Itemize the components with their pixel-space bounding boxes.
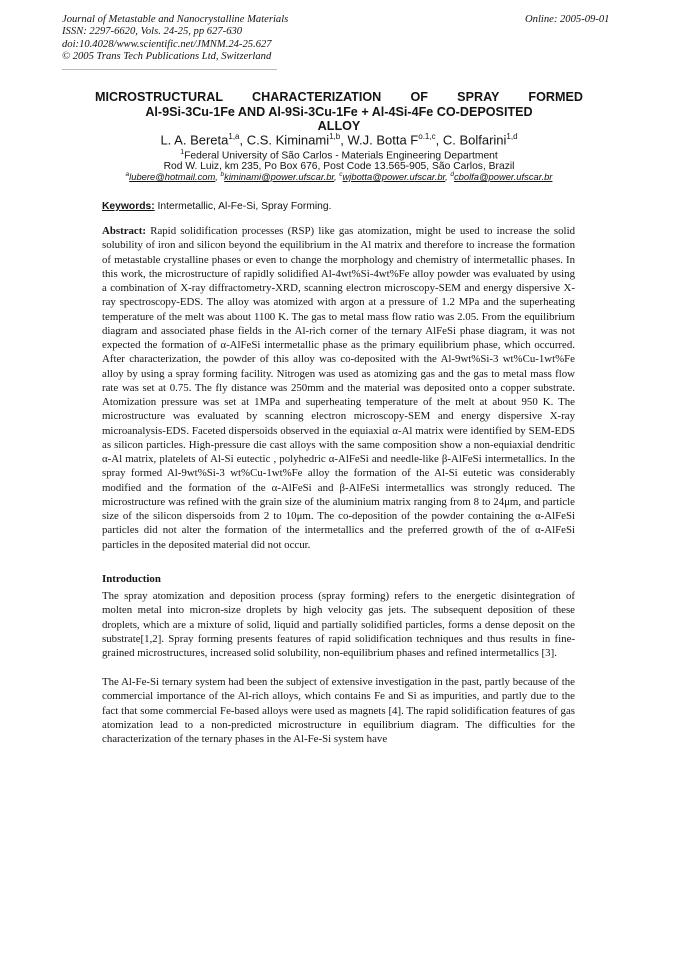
keywords — [102, 201, 331, 212]
email-superscript: c — [339, 171, 343, 178]
author-superscript: 1,d — [506, 132, 518, 141]
email-superscript: a — [125, 171, 130, 178]
email-link[interactable]: cbolfa@power.ufscar.br — [453, 171, 553, 183]
author-superscript: 1,a — [228, 132, 240, 141]
author-ordinal: o — [418, 132, 423, 141]
email-list: $^a$lubere@hotmail.com, $^b$kiminami@power.ufscar.br, $^c$wjbotta@power.ufscar.br, $^d$cbolfa@power.ufscar.br — [125, 171, 553, 183]
introduction-heading: Introduction — [102, 573, 161, 585]
affiliation-address: Rod W. Luiz, km 235, Po Box 676, Post Code 13.565-905, São Carlos, Brazil — [163, 161, 515, 172]
paper-title — [95, 90, 583, 134]
email-link[interactable]: wjbotta@power.ufscar.br — [342, 171, 446, 183]
abstract-text: Rapid solidification processes (RSP) like gas atomization, might be used to increase the solid solubility of iron and silicon beyond the equilibrium in the Al matrix and therefore to increase the formation of metastable crystalline phases or even to change the morphology and chemistry of intermetallic phases. In this work, the microstructure of rapidly solidified Al-4wt%Si-4wt%Fe alloy powder was evaluated by using a combination of X-ray diffractometry-XRD, scanning electron microscopy-SEM and energy dispersive X-ray spectroscopy-EDS. The alloy was atomized with argon at a pressure of 1.2 MPa and the superheating temperature of the melt was about 1100 K. The gas to metal mass flow ratio was 2.05. From the equilibrium diagram and associated phase fields in the Al-rich corner of the ternary AlFeSi phase diagram, it was not expected the formation of α-AlFeSi intermetallic phase as the primary equilibrium phase, which occurred. After characterization, the powder of this alloy was co-deposited with the Al-9wt%Si-3 wt%Cu-1wt%Fe alloy by using a spray forming facility. Nitrogen was used as atomizing gas and the gas to metal mass flow rate was set at 0.75. The fly distance was 250mm and the material was deposited onto a copper substrate. Atomization pressure was set at 1MPa and superheating temperature of the melt at about 950 K. The microstructure was evaluated by scanning electron microscopy-SEM and energy dispersive X-ray microanalysis-EDS. Faceted dispersoids observed in the equiaxial α-Al matrix were identified by SEM-EDS as silicon particles. High-pressure die cast alloys with the same composition show a non-equiaxial dendritic α-Al matrix, platelets of Al-Si eutectic , polyhedric α-AlFeSi and needle-like β-AlFeSi intermetallics. In the spray formed Al-9wt%Si-3 wt%Cu-1wt%Fe alloy the formation of the Al-Si eutetic was considerably modified and the formation of the α-AlFeSi and β-AlFeSi intermetallics was strongly reduced. The microstructure was refined with the grain size of the aluminium matrix ranging from 8 to 24μm, and particle size of the silicon dispersoids from 2 to 10μm. The co-deposition of the powder containing the α-AlFeSi particles did not alter the formation of the intermetallics and the preferred growth of the of α-AlFeSi particles in the deposited material did not occur. — [102, 225, 575, 551]
email-link[interactable]: kiminami@power.ufscar.br — [224, 171, 335, 183]
affiliation-line-1 — [60, 149, 618, 161]
author-name: C.S. Kiminami — [246, 132, 330, 148]
email-superscript: d — [450, 171, 454, 178]
email-superscript: b — [220, 171, 225, 178]
header-divider — [62, 68, 277, 70]
author-name: L. A. Bereta — [160, 132, 229, 148]
title-line-3: ALLOY — [317, 119, 361, 133]
title-line-1: MICROSTRUCTURAL CHARACTERIZATION OF SPRAY FORMED — [95, 90, 583, 104]
introduction-paragraph-1: The spray atomization and deposition process (spray forming) refers to the energetic disintegration of molten metal into micron-size droplets by high velocity gas jets. The subsequent deposition of these droplets, which are a mixture of solid, liquid and partially solidified particles, forms a dense deposit on the substrate[1,2]. Spray forming presents features of rapid solidification techniques and thus results in fine-grained microstructures, increased solid solubility, non-equilibrium phases and refined intermetallics [3]. — [102, 590, 575, 659]
author-superscript: 1,b — [329, 132, 341, 141]
issn-line: ISSN: 2297-6620, Vols. 24-25, pp 627-630 — [62, 26, 243, 38]
author-superscript: .1,c — [422, 132, 436, 141]
keywords-text: Intermetallic, Al-Fe-Si, Spray Forming. — [154, 201, 332, 212]
author-name: C. Bolfarini — [442, 132, 507, 148]
keywords-label: Keywords: — [102, 201, 155, 212]
abstract — [102, 224, 575, 552]
author-name: W.J. Botta F — [347, 132, 419, 148]
journal-header — [62, 14, 288, 63]
online-date: Online: 2005-09-01 — [525, 14, 610, 25]
doi-line: doi:10.4028/www.scientific.net/JMNM.24-25.627 — [62, 38, 272, 50]
journal-name: Journal of Metastable and Nanocrystalline Materials — [62, 14, 289, 25]
introduction-paragraph-2: The Al-Fe-Si ternary system had been the subject of extensive investigation in the past, partly because of the commercial importance of the Al-rich alloys, which contains Fe and Si as impurities, and partly due to the fact that some commercial Fe-based alloys were used as magnets [4]. The rapid solidification features of gas atomization lead to a non-predicted microstructure in equilibrium diagram. The difficulties for the characterization of the ternary phases in the Al-Fe-Si system have — [102, 676, 575, 745]
affiliation-superscript: 1 — [180, 149, 185, 156]
author-list: L. A. Bereta$^{1,a}$, C.S. Kiminami$^{1,b}$, W.J. Botta $F^{o.1,c}$, C. Bolfarini$^{1,d}$ — [160, 132, 518, 148]
title-line-2: Al-9Si-3Cu-1Fe AND Al-9Si-3Cu-1Fe + Al-4Si-4Fe CO-DEPOSITED — [145, 104, 533, 119]
email-link[interactable]: lubere@hotmail.com — [129, 171, 216, 183]
affiliation-name: Federal University of São Carlos - Materials Engineering Department — [184, 150, 498, 162]
abstract-label: Abstract: — [102, 225, 146, 237]
copyright-line: © 2005 Trans Tech Publications Ltd, Switzerland — [62, 50, 272, 62]
